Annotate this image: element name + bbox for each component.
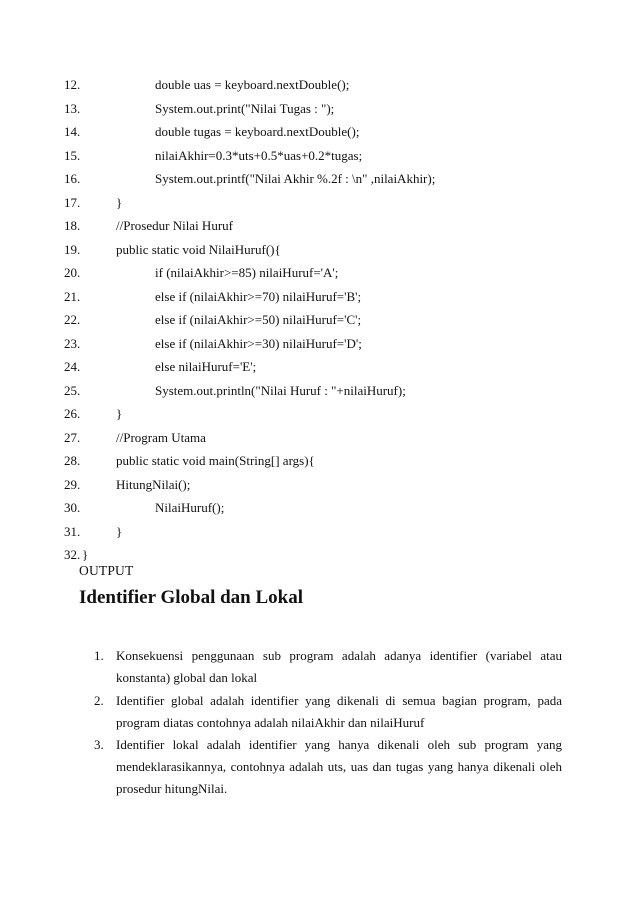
code-line	[64, 473, 604, 497]
code-line	[64, 144, 604, 168]
line-number: 28.	[64, 453, 81, 468]
code-text: else if (nilaiAkhir>=70) nilaiHuruf='B';	[155, 288, 362, 304]
line-number: 25.	[64, 382, 81, 398]
code-line	[64, 120, 604, 144]
code-text: }	[116, 194, 123, 210]
code-text: HitungNilai();	[116, 476, 191, 492]
line-number: 16.	[64, 171, 81, 186]
line-number: 27.	[64, 429, 81, 445]
line-number: 12.	[64, 77, 81, 92]
code-text: else if (nilaiAkhir>=50) nilaiHuruf='C';	[155, 312, 362, 327]
code-line	[64, 543, 604, 567]
list-item	[94, 645, 562, 689]
code-text: System.out.println("Nilai Huruf : "+nilaiHuruf);	[155, 382, 406, 398]
list-item-text: Konsekuensi penggunaan sub program adalah adanya identifier (variabel atau konstanta) global dan lokal	[116, 648, 562, 685]
code-text: public static void main(String[] args){	[116, 453, 315, 468]
line-number: 22.	[64, 312, 81, 327]
code-text: else if (nilaiAkhir>=30) nilaiHuruf='D';	[155, 335, 362, 351]
line-number: 18.	[64, 218, 81, 233]
line-number: 30.	[64, 500, 81, 515]
line-number: 31.	[64, 523, 81, 539]
code-line	[64, 214, 604, 238]
code-line	[64, 379, 604, 403]
line-number: 14.	[64, 124, 81, 139]
code-line	[64, 308, 604, 332]
list-item-text: Identifier global adalah identifier yang dikenali di semua bagian program, pada program diatas contohnya adalah nilaiAkhir dan nilaiHuruf	[116, 692, 562, 730]
code-line	[64, 73, 604, 97]
code-line	[64, 238, 604, 262]
code-line	[64, 402, 604, 426]
code-line	[64, 97, 604, 121]
code-text: if (nilaiAkhir>=85) nilaiHuruf='A';	[155, 265, 339, 280]
code-line	[64, 332, 604, 356]
line-number: 15.	[64, 147, 81, 163]
code-text: nilaiAkhir=0.3*uts+0.5*uas+0.2*tugas;	[155, 147, 363, 163]
line-number: 26.	[64, 406, 81, 421]
line-number: 20.	[64, 265, 81, 280]
numbered-list	[94, 645, 562, 801]
list-item	[94, 734, 562, 800]
list-item-number: 3.	[94, 737, 104, 752]
code-line	[64, 285, 604, 309]
code-text: }	[116, 406, 123, 421]
code-text: else nilaiHuruf='E';	[155, 359, 257, 374]
list-item	[94, 690, 562, 734]
list-item-number: 1.	[94, 648, 104, 663]
code-text: public static void NilaiHuruf(){	[116, 241, 281, 257]
line-number: 19.	[64, 241, 81, 257]
line-number: 24.	[64, 359, 81, 374]
code-text: double uas = keyboard.nextDouble();	[155, 77, 350, 92]
code-line	[64, 520, 604, 544]
line-number: 23.	[64, 335, 81, 351]
code-line	[64, 496, 604, 520]
code-comment: //Prosedur Nilai Huruf	[116, 218, 233, 233]
code-line	[64, 426, 604, 450]
code-text: double tugas = keyboard.nextDouble();	[155, 124, 360, 139]
code-text: }	[116, 523, 123, 539]
code-text: System.out.print("Nilai Tugas : ");	[155, 100, 335, 116]
list-item-text: Identifier lokal adalah identifier yang hanya dikenali oleh sub program yang mendeklarasikannya, contohnya adalah uts, uas dan tugas yang hanya dikenali oleh prosedur hitungNilai.	[116, 737, 562, 796]
line-number: 17.	[64, 194, 81, 210]
code-line	[64, 449, 604, 473]
line-number: 32.	[64, 547, 81, 562]
code-line	[64, 261, 604, 285]
section-title: Identifier Global dan Lokal	[79, 587, 304, 608]
code-text: }	[82, 547, 89, 562]
code-line	[64, 167, 604, 191]
line-number: 29.	[64, 476, 81, 492]
line-number: 21.	[64, 288, 81, 304]
code-text: NilaiHuruf();	[155, 500, 225, 515]
code-text: System.out.printf("Nilai Akhir %.2f : \n" ,nilaiAkhir);	[155, 171, 436, 186]
line-number: 13.	[64, 100, 81, 116]
code-line	[64, 191, 604, 215]
output-label: OUTPUT	[79, 563, 134, 578]
code-comment: //Program Utama	[116, 429, 206, 445]
list-item-number: 2.	[94, 692, 104, 708]
code-line	[64, 355, 604, 379]
code-listing	[64, 73, 604, 567]
